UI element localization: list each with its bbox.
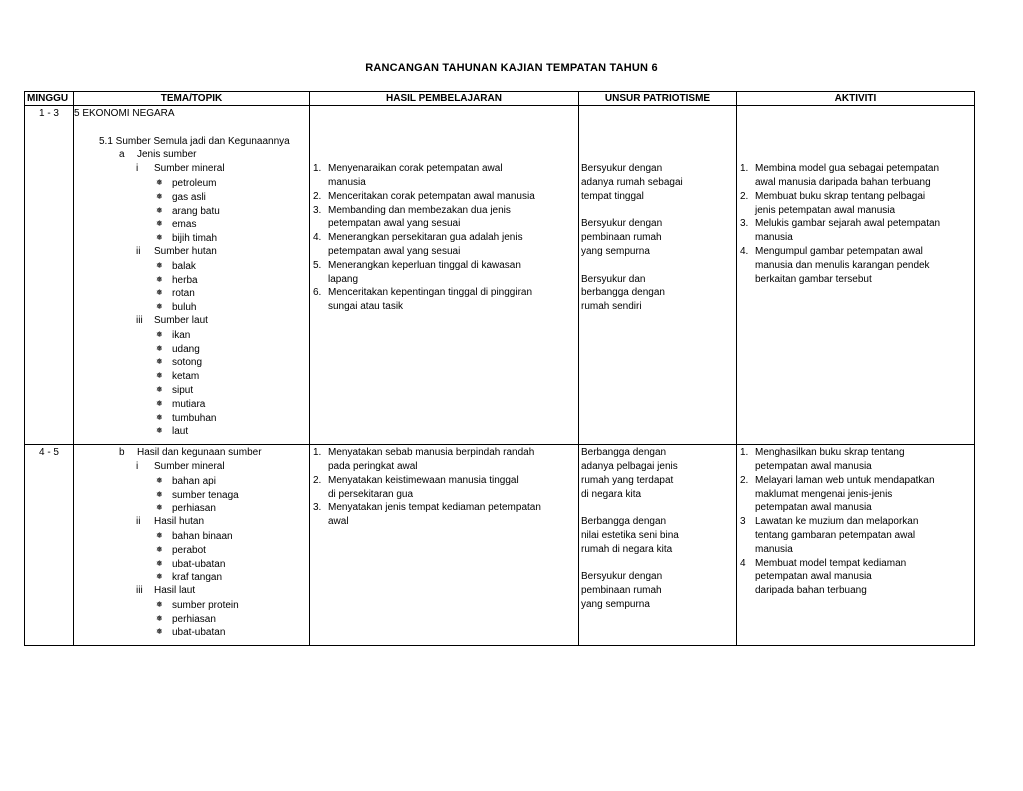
hasil-text: lapang — [328, 273, 359, 285]
group-label: Sumber mineral — [154, 460, 225, 472]
bullet-icon: ❅ — [156, 274, 163, 284]
aktiviti-text: Melukis gambar sejarah awal petempatan — [755, 218, 941, 230]
table-header-row — [25, 92, 975, 106]
bullet-icon: ❅ — [156, 205, 163, 215]
hasil-cell — [310, 106, 579, 445]
group-label: Sumber hutan — [154, 245, 217, 257]
hasil-text: petempatan awal yang sesuai — [328, 218, 461, 230]
aktiviti-number: 2. — [740, 474, 749, 486]
theme-bullet-item — [74, 411, 309, 425]
roman-numeral: i — [136, 460, 139, 472]
hasil-line — [313, 204, 578, 218]
hasil-text: Membanding dan membezakan dua jenis — [328, 204, 511, 216]
bullet-icon: ❅ — [156, 329, 163, 339]
unsur-line: adanya pelbagai jenis — [581, 460, 678, 472]
spacer — [581, 501, 736, 515]
aktiviti-text: daripada bahan terbuang — [755, 585, 867, 597]
aktiviti-line — [740, 529, 974, 543]
theme-group — [74, 245, 309, 259]
header-tema-topik: TEMA/TOPIK — [74, 92, 310, 106]
theme-heading: 5 EKONOMI NEGARA — [74, 108, 175, 119]
aktiviti-text: petempatan awal manusia — [755, 460, 872, 472]
spacer — [313, 148, 578, 162]
theme-bullet-item — [74, 286, 309, 300]
theme-cell — [74, 445, 310, 646]
theme-group — [74, 162, 309, 176]
aktiviti-number: 3. — [740, 218, 749, 230]
bullet-icon: ❅ — [156, 398, 163, 408]
theme-bullet-item — [74, 176, 309, 190]
roman-numeral: i — [136, 163, 139, 175]
hasil-text: Menyenaraikan corak petempatan awal — [328, 163, 503, 175]
bullet-text: ubat-ubatan — [172, 627, 226, 639]
header-aktiviti: AKTIVITI — [737, 92, 975, 106]
aktiviti-line — [740, 446, 974, 460]
theme-bullet-item — [74, 259, 309, 273]
theme-bullet-item — [74, 273, 309, 287]
theme-letter: a — [119, 149, 125, 161]
header-minggu: MINGGU — [25, 92, 74, 106]
roman-numeral: ii — [136, 245, 141, 257]
hasil-line — [313, 515, 578, 529]
hasil-number: 3. — [313, 502, 322, 514]
bullet-text: herba — [172, 274, 198, 286]
bullet-icon: ❅ — [156, 613, 163, 623]
unsur-cell — [579, 445, 737, 646]
bullet-icon: ❅ — [156, 343, 163, 353]
spacer — [581, 204, 736, 218]
hasil-line — [313, 259, 578, 273]
spacer — [313, 135, 578, 149]
aktiviti-line — [740, 245, 974, 259]
theme-bullet-item — [74, 328, 309, 342]
unsur-line: tempat tinggal — [581, 190, 644, 202]
theme-bullet-item — [74, 424, 309, 438]
aktiviti-line — [740, 543, 974, 557]
aktiviti-text: Mengumpul gambar petempatan awal — [755, 245, 923, 257]
hasil-number: 2. — [313, 190, 322, 202]
spacer — [581, 135, 736, 149]
bullet-text: emas — [172, 219, 197, 231]
hasil-number: 3. — [313, 204, 322, 216]
theme-group — [74, 584, 309, 598]
bullet-icon: ❅ — [156, 357, 163, 367]
hasil-number: 6. — [313, 287, 322, 299]
aktiviti-line — [740, 460, 974, 474]
hasil-text: pada peringkat awal — [328, 460, 418, 472]
hasil-line — [313, 460, 578, 474]
aktiviti-text: petempatan awal manusia — [755, 502, 872, 514]
hasil-number: 1. — [313, 163, 322, 175]
hasil-number: 4. — [313, 232, 322, 244]
bullet-icon: ❅ — [156, 599, 163, 609]
hasil-line — [313, 501, 578, 515]
theme-bullet-item — [74, 488, 309, 502]
aktiviti-text: manusia dan menulis karangan pendek — [755, 259, 930, 271]
bullet-text: bahan api — [172, 475, 216, 487]
theme-bullet-item — [74, 612, 309, 626]
theme-letter: b — [119, 447, 125, 459]
unsur-line: rumah di negara kita — [581, 543, 673, 555]
unsur-line: Berbangga dengan — [581, 447, 667, 459]
bullet-icon: ❅ — [156, 544, 163, 554]
hasil-text: Menyatakan keistimewaan manusia tinggal — [328, 474, 519, 486]
aktiviti-line — [740, 231, 974, 245]
aktiviti-text: manusia — [755, 543, 793, 555]
bullet-icon: ❅ — [156, 572, 163, 582]
bullet-text: ikan — [172, 329, 191, 341]
aktiviti-text: Membuat model tempat kediaman — [755, 557, 907, 569]
spacer — [740, 135, 974, 149]
theme-bullet-item — [74, 369, 309, 383]
hasil-line — [313, 300, 578, 314]
hasil-text: Menyatakan sebab manusia berpindah randah — [328, 447, 535, 459]
spacer — [313, 107, 578, 121]
theme-bullet-item — [74, 501, 309, 515]
theme-bullet-item — [74, 300, 309, 314]
theme-subheading: 5.1 Sumber Semula jadi dan Kegunaannya — [99, 135, 290, 147]
theme-letter-text: Jenis sumber — [137, 149, 197, 161]
aktiviti-number: 2. — [740, 190, 749, 202]
aktiviti-line — [740, 515, 974, 529]
unsur-line: yang sempurna — [581, 598, 650, 610]
bullet-icon: ❅ — [156, 191, 163, 201]
unsur-line: rumah yang terdapat — [581, 474, 674, 486]
hasil-text: sungai atau tasik — [328, 301, 404, 313]
aktiviti-number: 4. — [740, 245, 749, 257]
aktiviti-number: 4 — [740, 557, 746, 569]
hasil-number: 1. — [313, 447, 322, 459]
theme-letter-item — [74, 148, 309, 162]
aktiviti-text: petempatan awal manusia — [755, 571, 872, 583]
bullet-text: buluh — [172, 302, 197, 314]
week-cell: 1 - 3 — [25, 106, 74, 445]
hasil-text: Menceritakan kepentingan tinggal di pinggiran — [328, 287, 533, 299]
aktiviti-line — [740, 204, 974, 218]
bullet-icon: ❅ — [156, 384, 163, 394]
spacer — [313, 121, 578, 135]
aktiviti-text: Membina model gua sebagai petempatan — [755, 163, 940, 175]
hasil-text: petempatan awal yang sesuai — [328, 245, 461, 257]
table-row — [25, 445, 975, 646]
theme-cell — [74, 106, 310, 445]
aktiviti-text: Membuat buku skrap tentang pelbagai — [755, 190, 926, 202]
theme-bullet-item — [74, 570, 309, 584]
aktiviti-line — [740, 259, 974, 273]
hasil-line — [313, 286, 578, 300]
unsur-line: Bersyukur dengan — [581, 163, 663, 175]
hasil-text: di persekitaran gua — [328, 488, 414, 500]
bullet-text: sumber protein — [172, 599, 239, 611]
aktiviti-text: Lawatan ke muzium dan melaporkan — [755, 516, 919, 528]
bullet-text: balak — [172, 260, 196, 272]
unsur-line: berbangga dengan — [581, 287, 665, 299]
hasil-text: manusia — [328, 176, 366, 188]
aktiviti-line — [740, 557, 974, 571]
aktiviti-text: jenis petempatan awal manusia — [755, 204, 896, 216]
group-label: Hasil hutan — [154, 516, 205, 528]
unsur-line: Bersyukur dengan — [581, 571, 663, 583]
hasil-line — [313, 446, 578, 460]
bullet-text: ketam — [172, 371, 200, 383]
hasil-text: Menerangkan persekitaran gua adalah jenis — [328, 232, 523, 244]
bullet-icon: ❅ — [156, 412, 163, 422]
spacer — [581, 557, 736, 571]
aktiviti-line — [740, 217, 974, 231]
bullet-text: perhiasan — [172, 503, 216, 515]
bullet-text: bahan binaan — [172, 530, 233, 542]
aktiviti-text: awal manusia daripada bahan terbuang — [755, 176, 931, 188]
header-unsur-patriotisme: UNSUR PATRIOTISME — [579, 92, 737, 106]
bullet-icon: ❅ — [156, 177, 163, 187]
spacer — [581, 259, 736, 273]
hasil-line — [313, 231, 578, 245]
bullet-icon: ❅ — [156, 489, 163, 499]
bullet-icon: ❅ — [156, 503, 163, 513]
bullet-icon: ❅ — [156, 260, 163, 270]
hasil-number: 2. — [313, 474, 322, 486]
theme-bullet-item — [74, 217, 309, 231]
theme-bullet-item — [74, 543, 309, 557]
hasil-line — [313, 273, 578, 287]
bullet-text: sotong — [172, 357, 203, 369]
aktiviti-number: 1. — [740, 447, 749, 459]
bullet-text: bijih timah — [172, 233, 218, 245]
aktiviti-line — [740, 474, 974, 488]
bullet-text: perabot — [172, 544, 206, 556]
aktiviti-text: berkaitan gambar tersebut — [755, 273, 872, 285]
theme-bullet-item — [74, 598, 309, 612]
bullet-text: laut — [172, 426, 189, 438]
unsur-line: rumah sendiri — [581, 301, 642, 313]
bullet-text: ubat-ubatan — [172, 558, 226, 570]
bullet-icon: ❅ — [156, 627, 163, 637]
hasil-number: 5. — [313, 259, 322, 271]
hasil-text: Menerangkan keperluan tinggal di kawasan — [328, 259, 521, 271]
aktiviti-number: 3 — [740, 516, 746, 528]
bullet-icon: ❅ — [156, 475, 163, 485]
aktiviti-cell — [737, 445, 975, 646]
unsur-line: adanya rumah sebagai — [581, 176, 683, 188]
group-label: Sumber laut — [154, 314, 208, 326]
theme-bullet-item — [74, 557, 309, 571]
bullet-icon: ❅ — [156, 530, 163, 540]
table-row — [25, 106, 975, 445]
unsur-line: Bersyukur dengan — [581, 218, 663, 230]
bullet-icon: ❅ — [156, 426, 163, 436]
bullet-text: tumbuhan — [172, 412, 217, 424]
unsur-line: pembinaan rumah — [581, 232, 662, 244]
bullet-text: arang batu — [172, 205, 220, 217]
bullet-text: siput — [172, 384, 194, 396]
roman-numeral: ii — [136, 516, 141, 528]
bullet-icon: ❅ — [156, 371, 163, 381]
hasil-cell — [310, 445, 579, 646]
theme-bullet-item — [74, 342, 309, 356]
hasil-text: awal — [328, 516, 349, 528]
hasil-line — [313, 162, 578, 176]
hasil-line — [313, 190, 578, 204]
unsur-line: nilai estetika seni bina — [581, 529, 679, 541]
roman-numeral: iii — [136, 585, 143, 597]
hasil-text: Menceritakan corak petempatan awal manusia — [328, 190, 535, 202]
aktiviti-line — [740, 162, 974, 176]
aktiviti-text: tentang gambaran petempatan awal — [755, 529, 916, 541]
bullet-text: mutiara — [172, 398, 206, 410]
hasil-line — [313, 176, 578, 190]
unsur-line: yang sempurna — [581, 245, 650, 257]
bullet-icon: ❅ — [156, 558, 163, 568]
aktiviti-line — [740, 176, 974, 190]
unsur-line: Berbangga dengan — [581, 516, 667, 528]
theme-bullet-item — [74, 474, 309, 488]
header-hasil-pembelajaran: HASIL PEMBELAJARAN — [310, 92, 579, 106]
bullet-text: rotan — [172, 288, 195, 300]
roman-numeral: iii — [136, 314, 143, 326]
theme-group — [74, 515, 309, 529]
aktiviti-line — [740, 488, 974, 502]
bullet-icon: ❅ — [156, 288, 163, 298]
aktiviti-cell — [737, 106, 975, 445]
theme-bullet-item — [74, 383, 309, 397]
aktiviti-line — [740, 584, 974, 598]
aktiviti-text: manusia — [755, 232, 793, 244]
theme-bullet-item — [74, 355, 309, 369]
hasil-line — [313, 488, 578, 502]
aktiviti-text: Melayari laman web untuk mendapatkan — [755, 474, 935, 486]
unsur-line: pembinaan rumah — [581, 585, 662, 597]
bullet-icon: ❅ — [156, 233, 163, 243]
bullet-text: kraf tangan — [172, 572, 223, 584]
theme-bullet-item — [74, 190, 309, 204]
spacer — [740, 107, 974, 121]
hasil-line — [313, 474, 578, 488]
theme-bullet-item — [74, 204, 309, 218]
theme-letter-text: Hasil dan kegunaan sumber — [137, 447, 262, 459]
spacer — [74, 121, 309, 135]
theme-bullet-item — [74, 231, 309, 245]
spacer — [740, 121, 974, 135]
theme-bullet-item — [74, 397, 309, 411]
unsur-line: di negara kita — [581, 488, 642, 500]
bullet-text: petroleum — [172, 177, 217, 189]
aktiviti-line — [740, 501, 974, 515]
document-title: RANCANGAN TAHUNAN KAJIAN TEMPATAN TAHUN 6 — [365, 62, 658, 74]
theme-bullet-item — [74, 625, 309, 639]
aktiviti-number: 1. — [740, 163, 749, 175]
aktiviti-line — [740, 190, 974, 204]
aktiviti-line — [740, 273, 974, 287]
theme-bullet-item — [74, 529, 309, 543]
aktiviti-text: Menghasilkan buku skrap tentang — [755, 447, 905, 459]
unsur-cell — [579, 106, 737, 445]
aktiviti-line — [740, 570, 974, 584]
hasil-text: Menyatakan jenis tempat kediaman petempatan — [328, 502, 541, 514]
group-label: Sumber mineral — [154, 163, 225, 175]
theme-group — [74, 460, 309, 474]
bullet-text: gas asli — [172, 191, 206, 203]
spacer — [740, 148, 974, 162]
bullet-text: sumber tenaga — [172, 489, 239, 501]
unsur-line: Bersyukur dan — [581, 273, 646, 285]
bullet-text: udang — [172, 343, 200, 355]
aktiviti-text: maklumat mengenai jenis-jenis — [755, 488, 893, 500]
bullet-icon: ❅ — [156, 302, 163, 312]
spacer — [581, 107, 736, 121]
group-label: Hasil laut — [154, 585, 196, 597]
theme-group — [74, 314, 309, 328]
planning-table — [24, 91, 975, 646]
spacer — [581, 148, 736, 162]
theme-letter-item — [74, 446, 309, 460]
spacer — [581, 121, 736, 135]
bullet-text: perhiasan — [172, 613, 216, 625]
hasil-line — [313, 217, 578, 231]
hasil-line — [313, 245, 578, 259]
bullet-icon: ❅ — [156, 219, 163, 229]
week-cell: 4 - 5 — [25, 445, 74, 646]
